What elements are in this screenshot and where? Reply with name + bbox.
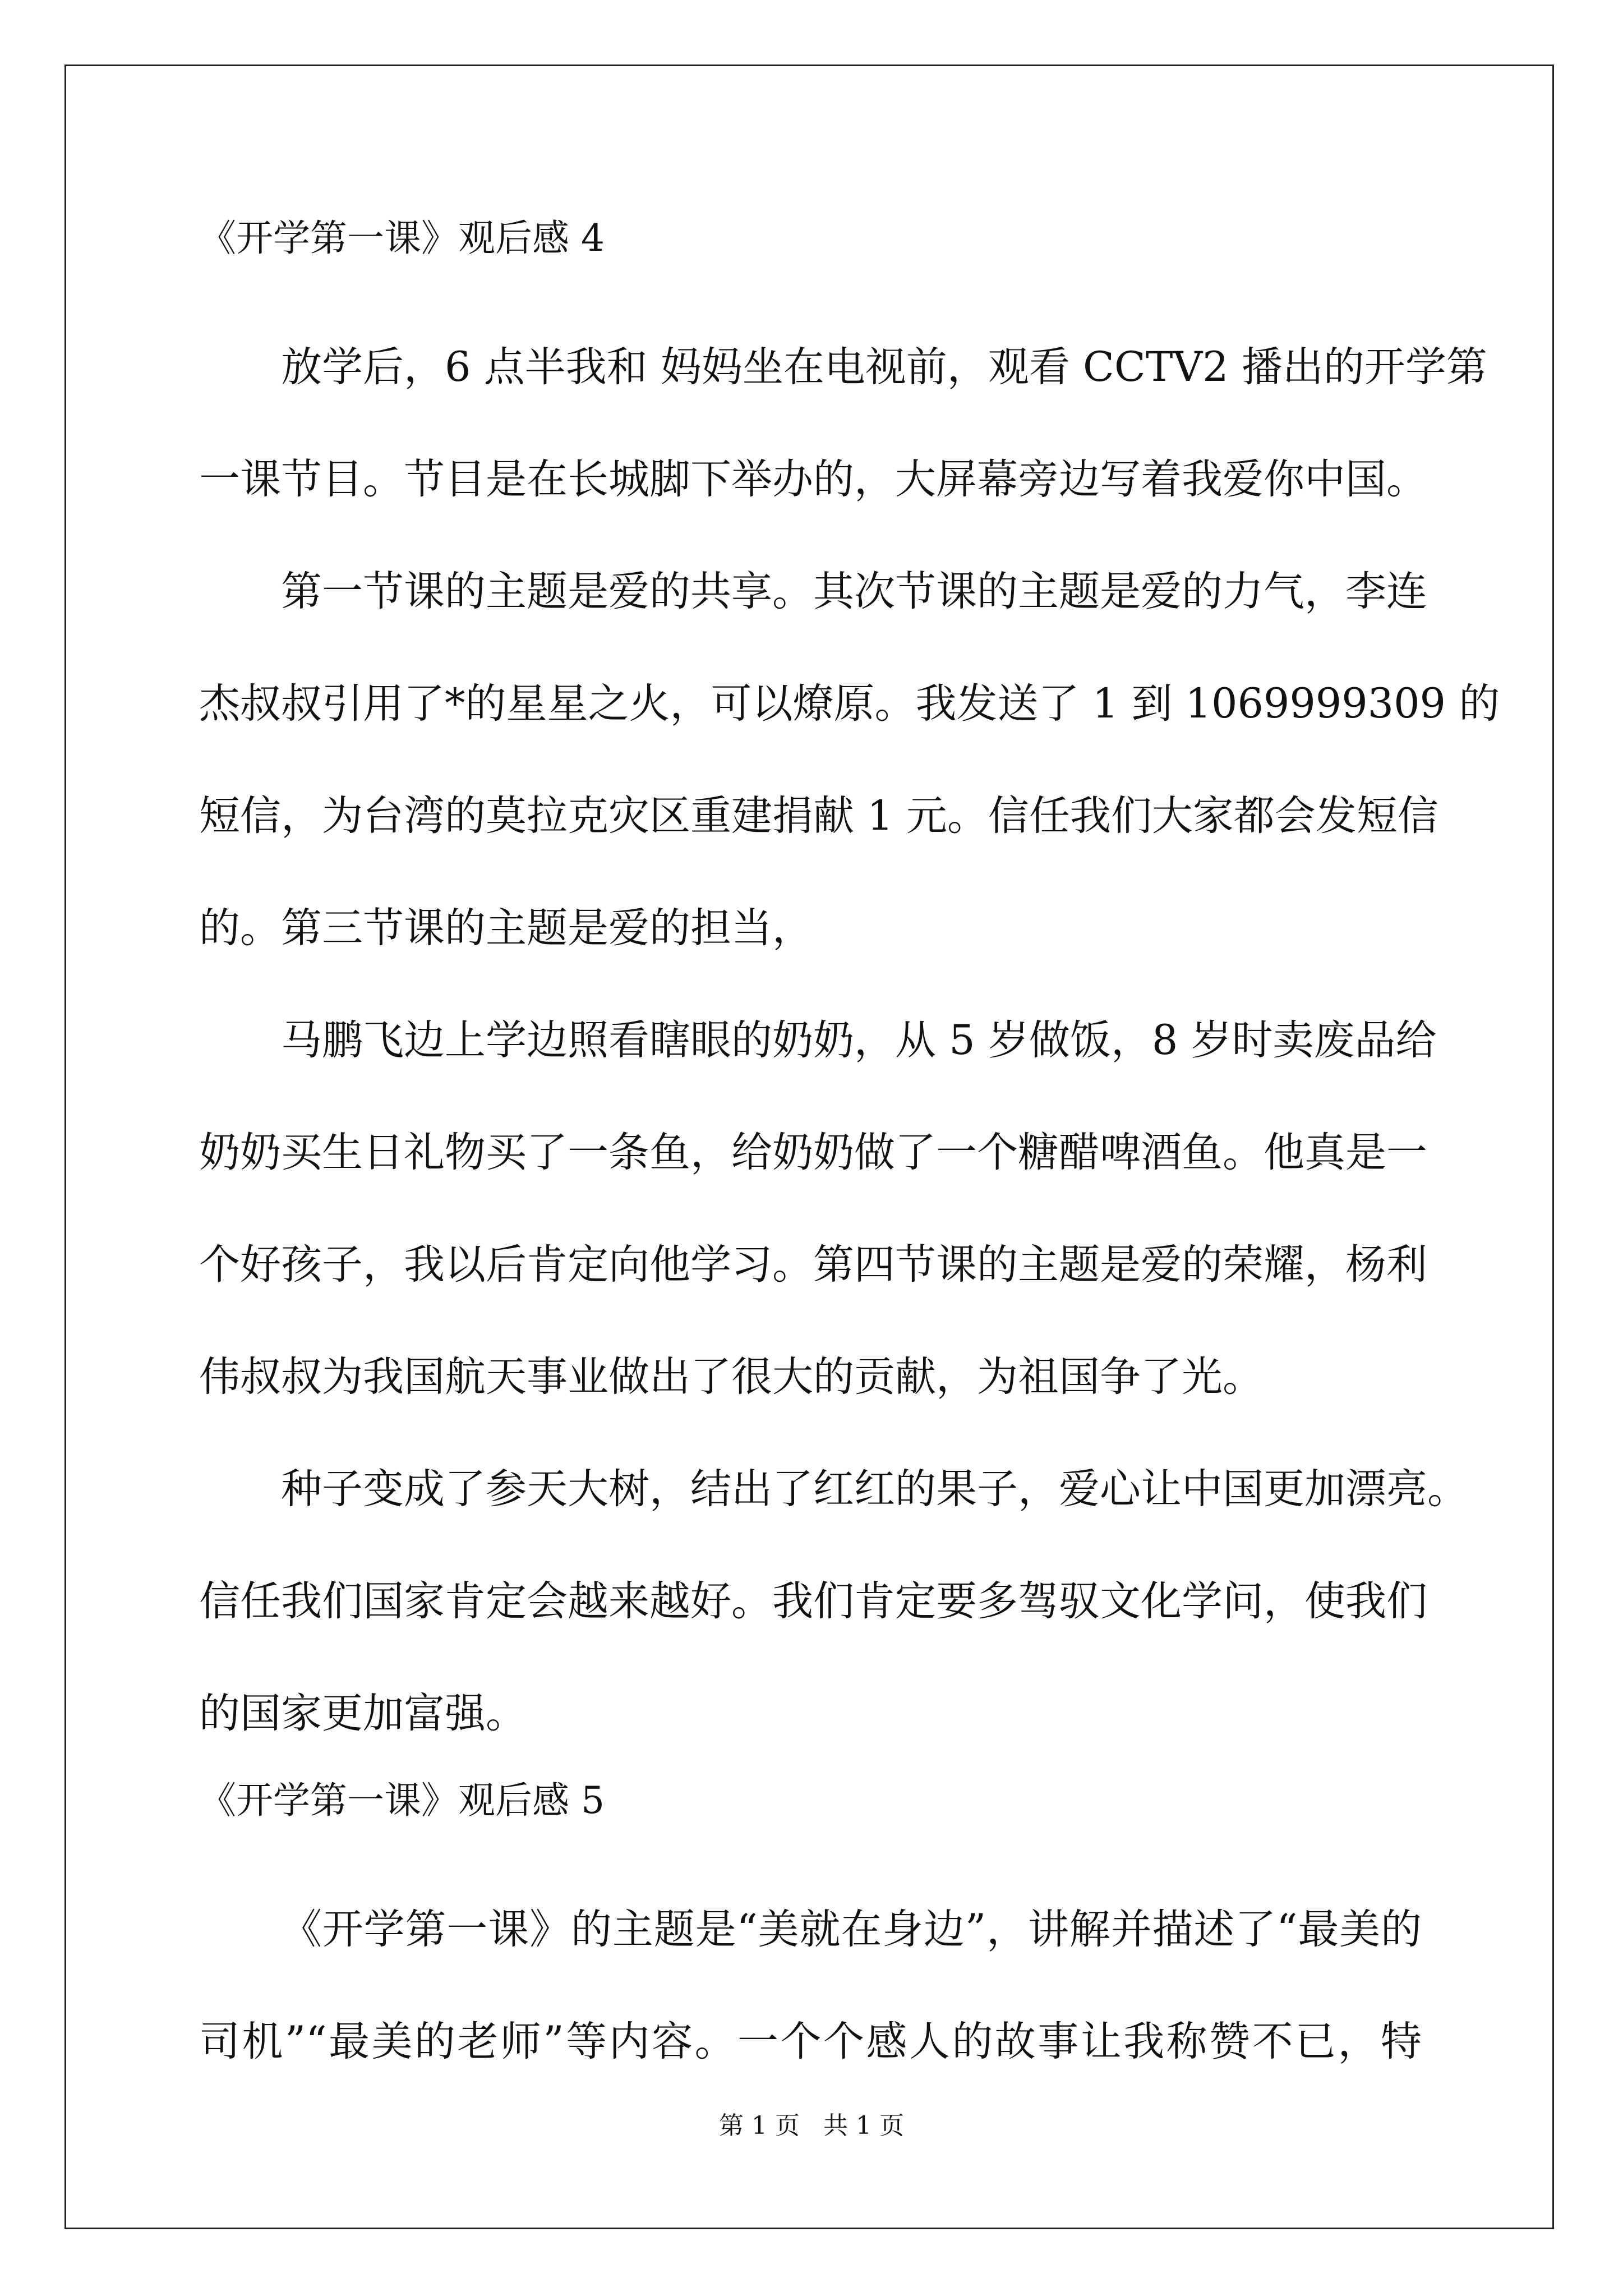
paragraph	[199, 984, 1437, 1433]
text-line: 杰叔叔引用了*的星星之火，可以燎原。我发送了 1 到 1069999309 的	[199, 680, 1500, 728]
paragraph	[199, 1433, 1468, 1770]
paragraph	[199, 311, 1487, 536]
paragraph	[199, 1874, 1422, 2098]
paragraph	[199, 536, 1500, 984]
section-heading-4: 《开学第一课》观后感 4	[199, 217, 605, 260]
text-line: 司机”“最美的老师”等内容。一个个感人的故事让我称赞不已，特	[199, 2018, 1422, 2065]
text-line: 马鹏飞边上学边照看瞎眼的奶奶，从 5 岁做饭，8 岁时卖废品给	[281, 1016, 1437, 1064]
text-line: 放学后，6 点半我和 妈妈坐在电视前，观看 CCTV2 播出的开学第	[281, 343, 1487, 391]
text-line: 一课节目。节目是在长城脚下举办的，大屏幕旁边写着我爱你中国。	[199, 455, 1427, 503]
text-line: 信任我们国家肯定会越来越好。我们肯定要多驾驭文化学问，使我们	[199, 1577, 1427, 1625]
text-line: 伟叔叔为我国航天事业做出了很大的贡献，为祖国争了光。	[199, 1353, 1264, 1401]
text-line: 个好孩子，我以后肯定向他学习。第四节课的主题是爱的荣耀，杨利	[199, 1241, 1427, 1289]
section-heading-5: 《开学第一课》观后感 5	[199, 1779, 605, 1822]
text-line: 第一节课的主题是爱的共享。其次节课的主题是爱的力气，李连	[281, 568, 1427, 615]
text-line: 的。第三节课的主题是爱的担当，	[199, 904, 813, 952]
document-body	[199, 208, 1500, 2098]
page-footer: 第 1 页 共 1 页	[719, 2111, 904, 2140]
text-line: 种子变成了参天大树，结出了红红的果子，爱心让中国更加漂亮。	[281, 1465, 1468, 1513]
text-line: 短信，为台湾的莫拉克灾区重建捐献 1 元。信任我们大家都会发短信	[199, 792, 1438, 840]
text-line: 奶奶买生日礼物买了一条鱼，给奶奶做了一个糖醋啤酒鱼。他真是一	[199, 1129, 1427, 1176]
text-line: 《开学第一课》的主题是“美就在身边”，讲解并描述了“最美的	[281, 1906, 1422, 1953]
text-line: 的国家更加富强。	[199, 1690, 527, 1737]
